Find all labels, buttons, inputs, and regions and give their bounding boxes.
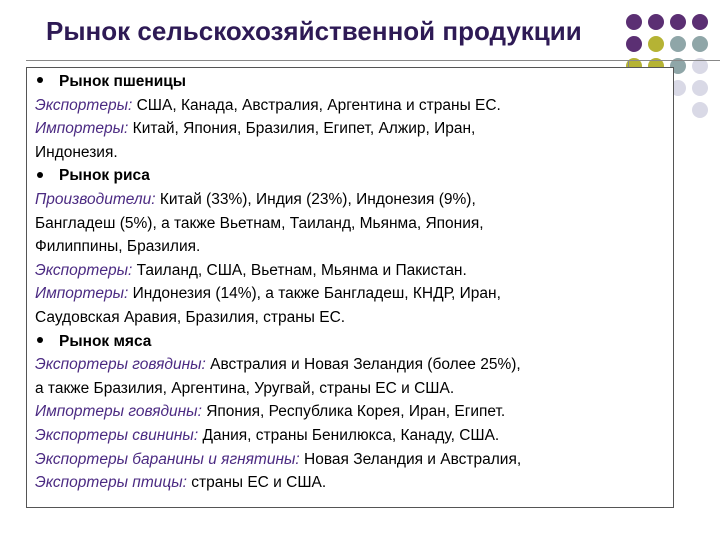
line-text: Таиланд, США, Вьетнам, Мьянма и Пакистан. — [132, 261, 467, 279]
decorative-dot — [692, 102, 708, 118]
line-label: Производители: — [35, 190, 156, 208]
section-meat — [35, 330, 673, 495]
decorative-dot — [648, 14, 664, 30]
line-label: Импортеры: — [35, 285, 129, 303]
text-line — [35, 377, 673, 401]
section-heading: Рынок риса — [35, 164, 673, 188]
line-text: Филиппины, Бразилия. — [35, 238, 201, 256]
text-line — [35, 94, 673, 118]
slide-title: Рынок сельскохозяйственной продукции — [46, 16, 582, 46]
section-heading: Рынок пшеницы — [35, 70, 673, 94]
decorative-dot — [626, 36, 642, 52]
decorative-dot — [692, 36, 708, 52]
text-line — [35, 235, 673, 259]
decorative-dot — [626, 14, 642, 30]
text-line — [35, 282, 673, 306]
text-line — [35, 117, 673, 141]
decorative-dot — [670, 36, 686, 52]
line-text: Китай, Япония, Бразилия, Египет, Алжир, Иран, — [128, 120, 476, 138]
decorative-dot — [692, 14, 708, 30]
line-text: Индонезия. — [35, 143, 118, 161]
text-line — [35, 259, 673, 283]
line-text: Саудовская Аравия, Бразилия, страны ЕС. — [35, 308, 346, 326]
text-line — [35, 353, 673, 377]
line-text: Бангладеш (5%), а также Вьетнам, Таиланд, Мьянма, Япония, — [35, 214, 484, 232]
decorative-dot — [692, 80, 708, 96]
line-label: Экспортеры: — [35, 261, 133, 279]
line-text: Япония, Республика Корея, Иран, Египет. — [201, 403, 506, 421]
line-text: Дания, страны Бенилюкса, Канаду, США. — [198, 426, 500, 444]
content-box — [26, 67, 674, 508]
text-line — [35, 471, 673, 495]
line-label: Экспортеры: — [35, 96, 133, 114]
text-line — [35, 141, 673, 165]
text-line — [35, 188, 673, 212]
decorative-dot — [648, 36, 664, 52]
bullet-icon — [35, 70, 59, 94]
text-line — [35, 400, 673, 424]
text-line — [35, 306, 673, 330]
text-line — [35, 424, 673, 448]
bullet-icon — [35, 330, 59, 354]
text-line — [35, 212, 673, 236]
line-text: а также Бразилия, Аргентина, Уругвай, страны ЕС и США. — [35, 379, 455, 397]
text-line — [35, 448, 673, 472]
line-text: Австралия и Новая Зеландия (более 25%), — [205, 356, 521, 374]
line-text: Китай (33%), Индия (23%), Индонезия (9%), — [155, 190, 476, 208]
line-text: Индонезия (14%), а также Бангладеш, КНДР, Иран, — [128, 285, 501, 303]
section-heading: Рынок мяса — [35, 330, 673, 354]
title-divider — [26, 60, 720, 61]
line-text: страны ЕС и США. — [186, 474, 327, 492]
line-label: Импортеры: — [35, 120, 129, 138]
line-label: Экспортеры птицы: — [35, 474, 187, 492]
decorative-dot — [670, 14, 686, 30]
bullet-icon — [35, 164, 59, 188]
line-label: Импортеры говядины: — [35, 403, 202, 421]
line-text: Новая Зеландия и Австралия, — [299, 450, 522, 468]
section-rice — [35, 164, 673, 329]
line-label: Экспортеры баранины и ягнятины: — [35, 450, 300, 468]
line-label: Экспортеры свинины: — [35, 426, 199, 444]
line-label: Экспортеры говядины: — [35, 356, 206, 374]
section-wheat — [35, 70, 673, 164]
line-text: США, Канада, Австралия, Аргентина и страны ЕС. — [132, 96, 501, 114]
